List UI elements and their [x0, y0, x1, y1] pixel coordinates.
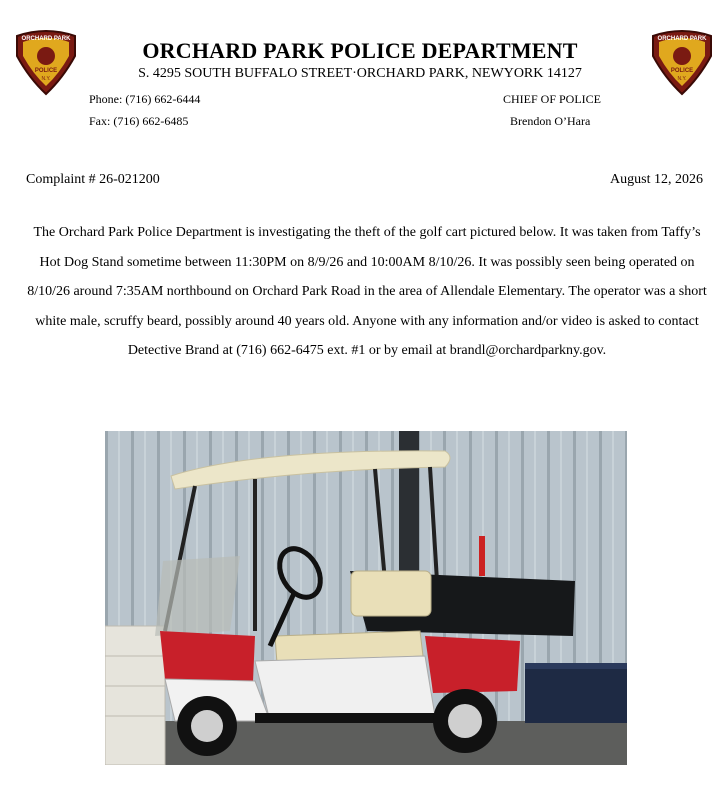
department-address: S. 4295 SOUTH BUFFALO STREET·ORCHARD PARK, NEWYORK 14127	[138, 66, 582, 81]
chief-label: CHIEF OF POLICE	[503, 92, 602, 106]
complaint-number: Complaint # 26-021200	[26, 172, 160, 187]
svg-text:ORCHARD PARK: ORCHARD PARK	[21, 36, 71, 42]
phone-number: Phone: (716) 662-6444	[89, 92, 201, 106]
golf-cart-photo	[105, 431, 627, 765]
svg-text:ORCHARD PARK: ORCHARD PARK	[657, 36, 707, 42]
svg-text:N.Y.: N.Y.	[677, 76, 687, 82]
svg-text:POLICE: POLICE	[34, 68, 58, 74]
document-date: August 12, 2026	[610, 172, 703, 187]
notice-paragraph: The Orchard Park Police Department is investigating the theft of the golf cart pictured below. It was taken from Taffy’s Hot Dog Stand sometime between 11:30PM on 8/9/26 and 10:00AM 8/10/26. It was possibly seen being operated on 8/10/26 around 7:35AM northbound on Orchard Park Road in the area of Allendale Elementary. The operator was a short white male, scruffy beard, possibly around 40 years old. Anyone with any information and/or video is asked to contact Detective Brand at (716) 662-6475 ext. #1 or by email at brandl@orchardparkny.gov.	[27, 225, 707, 358]
svg-text:POLICE: POLICE	[670, 68, 694, 74]
department-title: ORCHARD PARK POLICE DEPARTMENT	[142, 38, 578, 63]
chief-name: Brendon O’Hara	[510, 114, 591, 128]
fax-number: Fax: (716) 662-6485	[89, 114, 189, 128]
svg-text:N.Y.: N.Y.	[41, 76, 51, 82]
